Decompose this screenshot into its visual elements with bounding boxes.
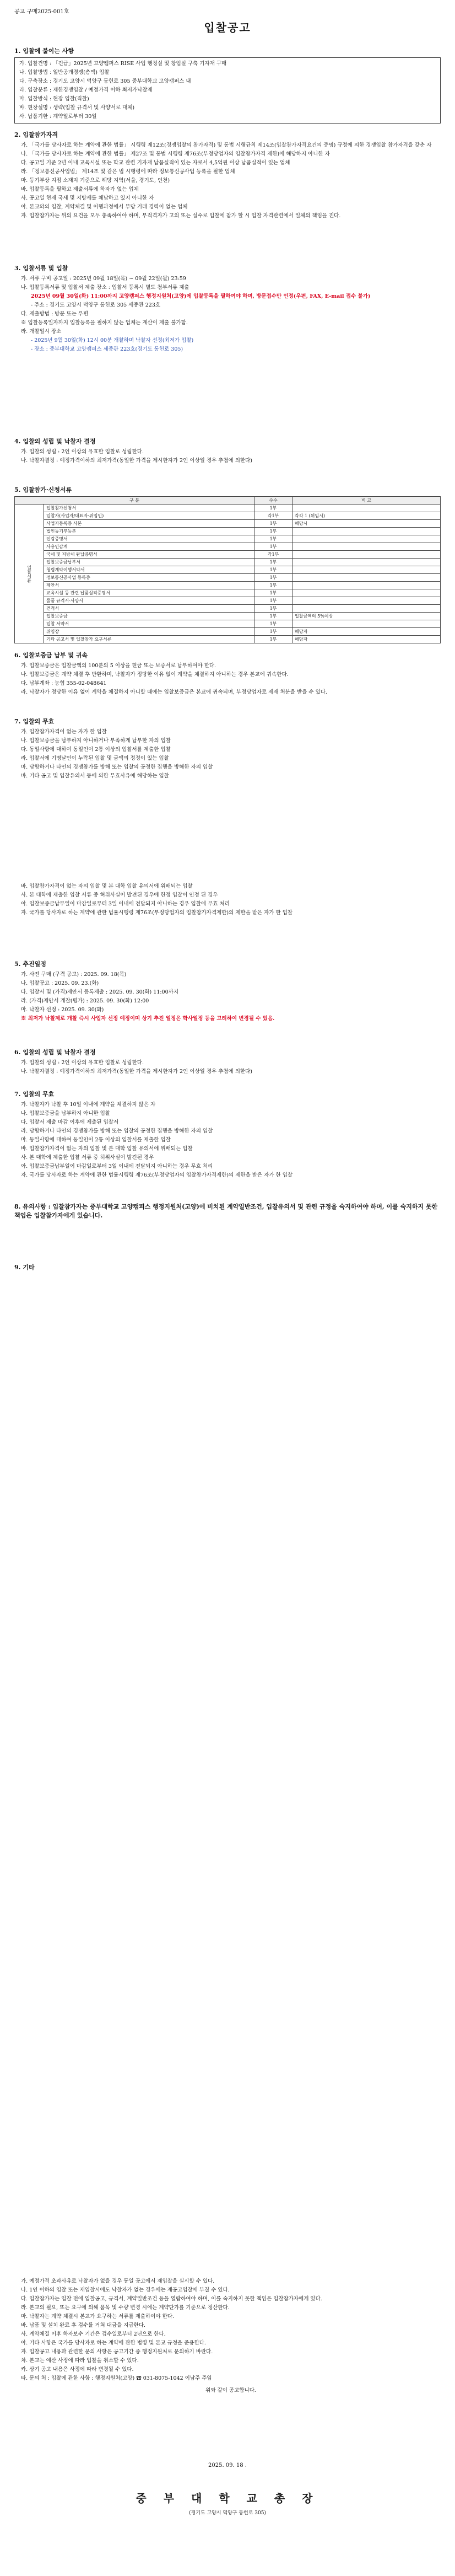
table-row: [15, 613, 441, 620]
table-cell-count: 1부: [254, 543, 292, 551]
section-heading: 7. 입찰의 무효: [14, 718, 55, 725]
highlight-line: ※ 최저가 낙찰제로 개찰 즉시 사업자 선정 예정이며 상기 추진 일정은 학사일정 등을 고려하여 변경될 수 있음.: [21, 1016, 275, 1022]
text-line: 라. 입찰분류 : 제한경쟁입찰 / 예정가격 이하 최저가낙찰제: [19, 87, 153, 93]
table-cell-item: 사용인감계: [44, 543, 254, 551]
text-line: 나. 입찰공고 : 2025. 09. 23.(화): [21, 980, 99, 986]
table-cell-note: 입찰금액의 5%이상: [292, 613, 441, 620]
section-1: [14, 46, 441, 124]
text-line: 나. 입찰보증금은 계약 체결 후 반환하며, 낙찰자가 정당한 이유 없이 계약을 체결하지 아니하는 경우 본교에 귀속한다.: [21, 672, 289, 678]
section-2: [14, 130, 441, 221]
table-cell-item: 입찰보증금: [44, 613, 254, 620]
text-line: 나. 입찰방법 : 일반공개경쟁(총액) 입찰: [19, 69, 110, 76]
section-heading: 7. 입찰의 무효: [14, 1091, 55, 1098]
table-row: [15, 636, 441, 643]
section-heading: 5. 추진일정: [14, 960, 46, 968]
table-row: [15, 520, 441, 528]
table-row: [15, 582, 441, 589]
issuer-address: (경기도 고양시 덕양구 동헌로 305): [189, 2510, 266, 2516]
text-line: 가. 입찰의 성립 : 2인 이상의 유효한 입찰로 성립한다.: [21, 449, 144, 455]
section-8: [14, 1202, 441, 1222]
table-cell-item: 제안서: [44, 582, 254, 589]
table-row: [15, 535, 441, 543]
document-table: [14, 496, 441, 643]
section-heading: 3. 입찰서류 및 입찰: [14, 265, 68, 272]
text-line: 마. 등기부상 지점 소재지 기준으로 해당 지역(서울, 경기도, 인천): [21, 178, 170, 184]
table-cell-count: 1부: [254, 589, 292, 597]
text-line: 사. 본 대학에 제출한 입찰 서류 중 허위사실이 발견된 경우: [21, 1155, 154, 1161]
section-invalid: [14, 1090, 441, 1180]
table-cell-note: [292, 551, 441, 559]
table-cell-note: [292, 559, 441, 566]
text-line: 가. 낙찰자가 낙찰 후 10일 이내에 계약을 체결하지 않은 자: [21, 1102, 156, 1108]
table-cell-count: 1부: [254, 559, 292, 566]
table-row: [15, 597, 441, 605]
section-heading: 2. 입찰참가자격: [14, 131, 58, 138]
section-heading: 9. 기타: [14, 1264, 35, 1271]
table-header: 수수: [254, 497, 292, 505]
text-line: 다. 제출방법 : 방문 또는 우편: [21, 311, 89, 317]
text-line: 나. 1인 이하의 입찰 또는 재입찰시에도 낙찰자가 없는 경우에는 재공고입찰에 부칠 수 있다.: [21, 2287, 230, 2293]
table-cell-item: 사업자등록증 사본: [44, 520, 254, 528]
table-cell-item: 입찰자(사업자/대표자·위임인): [44, 512, 254, 520]
table-cell-count: 1부: [254, 566, 292, 574]
note-line: ※ 입찰등록일자까지 입찰등록을 필하지 않는 업체는 계산이 제출 불가함.: [21, 320, 188, 326]
text-line: 나. 입찰보증금을 납부하지 아니하거나 부족하게 납부한 자의 입찰: [21, 738, 171, 744]
section-6: [14, 651, 441, 697]
table-cell-note: [292, 566, 441, 574]
table-cell-note: 해당자: [292, 636, 441, 643]
text-line: 바. 현장설명 : 생략(입찰 규격서 및 사양서로 대체): [19, 105, 135, 111]
section-heading: 1. 입찰에 붙이는 사항: [14, 47, 74, 55]
text-line: 바. 입찰참가자격이 없는 자의 입찰 및 본 대학 입찰 유의서에 위배되는 입찰: [21, 883, 193, 889]
table-cell-item: 정보통신공사업 등록증: [44, 574, 254, 582]
table-cell-count: 1부: [254, 505, 292, 512]
text-line: 라. 「정보통신공사업법」 제14조 및 같은 법 시행령에 따라 정보통신공사업 등록을 필한 업체: [21, 169, 235, 175]
blue-line: - 장소 : 중부대학교 고양캠퍼스 세종관 223호(경기도 동헌로 305): [31, 346, 183, 352]
table-cell-count: 각1부: [254, 551, 292, 559]
text-line: 자. 입찰공고 내용과 관련한 문의 사항은 공고기간 중 행정지원처로 문의하기 바란다.: [21, 2349, 213, 2355]
table-row: [15, 589, 441, 597]
table-cell-note: 각각 1 (위임시): [292, 512, 441, 520]
text-line: 자. 국가를 당사자로 하는 계약에 관한 법률시행령 제76조(부정당업자의 입찰참가자격제한)의 제한을 받은 자가 한 입찰: [21, 1172, 293, 1178]
table-row: [15, 620, 441, 628]
text-line: 바. 납품 및 설치 완료 후 검수를 거쳐 대금을 지급한다.: [21, 2322, 145, 2328]
table-row: [15, 512, 441, 520]
text-line: 가. 사전 구매 (구격 공고) : 2025. 09. 18(목): [21, 972, 127, 978]
text-line: 마. 동일사항에 대하여 동일인이 2통 이상의 입찰서를 제출한 입찰: [21, 1137, 171, 1143]
text-line: 라. (가격)제안서 개찰(평가) : 2025. 09. 30(화) 12:00: [21, 998, 149, 1004]
section-heading: 6. 입찰의 성립 및 낙찰자 결정: [14, 1049, 96, 1056]
text-line: 사. 공고일 현재 국세 및 지방세를 체납하고 있지 아니한 자: [21, 195, 154, 201]
text-line: 다. 입찰서 제출 마감 이후에 제출된 입찰서: [21, 1119, 119, 1125]
table-cell-count: 1부: [254, 582, 292, 589]
section-5: [14, 485, 441, 643]
text-line: 자. 입찰참가자는 위의 요건을 모두 충족하여야 하며, 부적격자가 고의 또는 실수로 입찰에 참가 할 시 입찰 자격관련에서 일체의 책임을 진다.: [21, 213, 341, 219]
text-line: 라. 입찰서에 기명날인이 누락된 입찰 및 금액의 정정이 있는 입찰: [21, 755, 169, 761]
section-7: [14, 717, 441, 781]
text-line: 가. 입찰참가자격이 없는 자가 한 입찰: [21, 729, 107, 735]
section-award: [14, 1048, 441, 1076]
table-cell-note: [292, 574, 441, 582]
text-line: 라. 개찰일시 장소: [21, 329, 62, 335]
table-cell-item: 법인등기부등본: [44, 528, 254, 535]
table-cell-item: 입찰 서약서: [44, 620, 254, 628]
announcement-date: 2025. 09. 18 .: [208, 2462, 247, 2468]
closing-statement: 위와 같이 공고합니다.: [205, 2387, 256, 2393]
text-line: 다. 납부계좌 : 농협 355-02-048641: [21, 680, 107, 686]
text-line: 다. 입찰참가자는 입찰 전에 입찰공고, 규격서, 계약일반조건 등을 열람하여야 하며, 이를 숙지하지 못한 책임은 입찰참가자에게 있다.: [21, 2296, 322, 2302]
text-line: 다. 입찰서 및 (가격)제안서 등록제출 : 2025. 09. 30(화) 11:00까지: [21, 989, 179, 995]
table-cell-count: 1부: [254, 620, 292, 628]
table-cell-note: 해당자: [292, 628, 441, 636]
text-line: 다. 동일사항에 대하여 동일인이 2통 이상의 입찰서를 제출한 입찰: [21, 747, 171, 753]
table-cell-note: [292, 528, 441, 535]
text-line: 마. 담합하거나 타인의 경쟁참가를 방해 또는 입찰의 공정한 집행을 방해한 자의 입찰: [21, 764, 213, 770]
table-cell-count: 1부: [254, 628, 292, 636]
table-row: [15, 559, 441, 566]
table-cell-item: 청렴계약이행서약서: [44, 566, 254, 574]
table-cell-count: 1부: [254, 605, 292, 613]
text-line: 사. 계약체결 이후 하자보수 기간은 검수일로부터 2년으로 한다.: [21, 2331, 166, 2337]
table-cell-item: 위임장: [44, 628, 254, 636]
table-cell-item: 인감증명서: [44, 535, 254, 543]
section-heading: 8. 유의사항 : 입찰참가자는 중부대학교 고양캠퍼스 행정지원처(고양)에 비치된 계약일반조건, 입찰유의서 및 관련 규정을 숙지하여야 하며, 이를 숙지하지 못한 책임은 입찰참가자에게 있습니다.: [14, 1203, 438, 1219]
table-header: 비 고: [292, 497, 441, 505]
text-line: 가. 서류 구비 공고일 : 2025년 09월 18일(목) ~ 09월 22일(월) 23:59: [21, 276, 186, 282]
section-3: [14, 264, 441, 354]
table-cell-item: 국세 및 지방세 완납증명서: [44, 551, 254, 559]
document-number: 공고 구매2025-001호: [14, 9, 69, 15]
section-4: [14, 437, 441, 465]
text-line: 바. 입찰참가자격이 없는 자의 입찰 및 본 대학 입찰 유의서에 위배되는 입찰: [21, 1146, 193, 1152]
text-line: 아. 입찰보증금납부일이 마감일로부터 3일 이내에 전달되지 아니하는 경우 무효 처리: [21, 1163, 213, 1169]
highlight-line: 2025년 09월 30일(화) 11:00까지 고양캠퍼스 행정지원처(고양)에 입찰등록을 필하여야 하며, 방문접수만 인정(우편, FAX, E-mail 접수 불가): [31, 293, 371, 299]
text-line: 가. 입찰보증금은 입찰금액의 100분의 5 이상을 현금 또는 보증서로 납부하여야 한다.: [21, 663, 216, 669]
text-line: - 주소 : 경기도 고양시 덕양구 동헌로 305 세종관 223호: [31, 302, 161, 308]
text-line: 다. 구축장소 : 경기도 고양시 덕양구 동헌로 305 중부대학교 고양캠퍼스 내: [19, 78, 191, 84]
table-row: [15, 505, 441, 512]
table-cell-item: 교육시설 등 관련 납품실적증명서: [44, 589, 254, 597]
bid-items-box: [14, 57, 441, 124]
table-cell-count: 1부: [254, 613, 292, 620]
table-row: [15, 574, 441, 582]
table-cell-note: [292, 582, 441, 589]
table-cell-item: 기타 공고서 및 입찰참가 요구서류: [44, 636, 254, 643]
table-cell-note: [292, 597, 441, 605]
table-cell-note: 해당시: [292, 520, 441, 528]
table-cell-item: 입찰보증금납부서: [44, 559, 254, 566]
table-cell-item: 물품 규격서·사양서: [44, 597, 254, 605]
blue-line: - 2025년 9월 30일(화) 12시 00분 개찰하며 낙찰자 선정(최저가 입찰): [31, 337, 194, 344]
table-cell-count: 1부: [254, 520, 292, 528]
table-cell-note: [292, 620, 441, 628]
text-line: 사. 본 대학에 제출한 입찰 서류 중 허위사실이 발견된 경우에 한정 입찰이 인정 된 경우: [21, 892, 218, 898]
table-row: [15, 551, 441, 559]
text-line: 카. 상기 공고 내용은 사정에 따라 변경될 수 있다.: [21, 2366, 134, 2373]
text-line: 자. 국가를 당사자로 하는 계약에 관한 법률시행령 제76조(부정당업자의 입찰참가자격제한)의 제한을 받은 자가 한 입찰: [21, 910, 293, 916]
text-line: 가. 입찰의 성립 : 2인 이상의 유효한 입찰로 성립한다.: [21, 1060, 144, 1066]
text-line: 라. 담합하거나 타인의 경쟁참가를 방해 또는 입찰의 공정한 집행을 방해한 자의 입찰: [21, 1128, 213, 1134]
text-line: 나. 낙찰자결정 : 예정가격이하의 최저가격(동일한 가격을 제시한자가 2인 이상일 경우 추첨에 의한다): [21, 458, 252, 464]
section-7-continued: [14, 882, 441, 917]
table-cell-note: [292, 605, 441, 613]
table-cell-note: [292, 543, 441, 551]
text-line: 가. 입찰건명 : 「긴급」2025년 고양캠퍼스 RISE 사업 행정실 및 창업실 구축 기자재 구매: [19, 61, 227, 67]
section-heading: 6. 입찰보증금 납부 및 귀속: [14, 652, 88, 659]
text-line: 사. 납품기한 : 계약일로부터 30일: [19, 114, 97, 120]
text-line: 마. 낙찰자 선정 : 2025. 09. 30(화): [21, 1007, 104, 1013]
text-line: 마. 입찰방식 : 현장 입찰(직찰): [19, 96, 89, 102]
table-row: [15, 628, 441, 636]
text-line: 바. 입찰등록을 필하고 제출서류에 하자가 없는 업체: [21, 186, 139, 192]
section-9-body: [14, 2277, 441, 2395]
contact-line: 타. 문의 처 : 입찰에 관한 사항 : 행정지원처(고양) ☎ 031-8075-1042 이남주 주임: [21, 2375, 212, 2381]
text-line: 아. 기타 사항은 국가를 당사자로 하는 계약에 관한 법령 및 본교 규정을 준용한다.: [21, 2340, 206, 2346]
table-group-label: 입찰서류: [15, 505, 44, 643]
text-line: 다. 공고일 기준 2년 이내 교육시설 또는 학교 관련 기자재 납품실적이 있는 자로서 4,5억원 이상 납품실적이 있는 업체: [21, 160, 290, 166]
table-cell-note: [292, 535, 441, 543]
section-heading: 4. 입찰의 성립 및 낙찰자 결정: [14, 438, 96, 445]
text-line: 아. 입찰보증금납부일이 마감일로부터 3일 이내에 전달되지 아니하는 경우 입찰에 무효 처리: [21, 901, 230, 907]
issuer-name: 중 부 대 학 교 총 장: [136, 2492, 319, 2505]
text-line: 나. 입찰보증금을 납부하지 아니한 입찰: [21, 1110, 110, 1117]
table-cell-item: 견적서: [44, 605, 254, 613]
table-row: [15, 528, 441, 535]
text-line: 가. 예정가격 초과사유로 낙찰자가 없을 경우 동일 공고에서 재입찰을 실시할 수 있다.: [21, 2278, 215, 2284]
table-cell-note: [292, 505, 441, 512]
table-cell-count: 1부: [254, 528, 292, 535]
text-line: 가. 「국가를 당사자로 하는 계약에 관한 법률」 시행령 제12조(경쟁입찰의 참가자격) 및 동법 시행규칙 제14조(입찰참가자격요건의 증명) 규정에 의한 경쟁입찰 참가자격을 갖춘 자: [21, 142, 432, 148]
table-row: [15, 605, 441, 613]
table-cell-count: 각1부: [254, 512, 292, 520]
text-line: 마. 낙찰자는 계약 체결시 본교가 요구하는 서류를 제출하여야 한다.: [21, 2314, 174, 2320]
table-header: 구 분: [15, 497, 254, 505]
text-line: 바. 기타 공고 및 입찰유의서 등에 의한 무효사유에 해당하는 입찰: [21, 773, 169, 779]
table-cell-count: 1부: [254, 574, 292, 582]
text-line: 라. 낙찰자가 정당한 이유 없이 계약을 체결하지 아니할 때에는 입찰보증금은 본교에 귀속되며, 부정당업자로 제재 처분을 받을 수 있다.: [21, 689, 327, 695]
table-row: [15, 566, 441, 574]
text-line: 라. 본교의 필요, 또는 요구에 의해 품목 및 수량 변경 시에는 계약단가를 기준으로 정산한다.: [21, 2305, 230, 2311]
section-9: [14, 1263, 441, 1274]
table-cell-count: 1부: [254, 636, 292, 643]
text-line: 나. 입찰등록서류 및 입찰서 제출 장소 : 입찰서 등록시 별도 첨부서류 제출: [21, 285, 189, 291]
section-schedule: [14, 959, 441, 1023]
text-line: 나. 「국가를 당사자로 하는 계약에 관한 법률」 제27조 및 동법 시행령 제76조(부정당업자의 입찰참가자격 제한)에 해당하지 아니한 자: [21, 151, 330, 157]
text-line: 차. 본교는 예산 사정에 따라 입찰을 취소할 수 있다.: [21, 2358, 139, 2364]
text-line: 아. 본교와의 입찰, 계약체결 및 이행과정에서 부당 거래 경력이 없는 업체: [21, 204, 188, 210]
document-title: 입찰공고: [204, 21, 251, 34]
table-row: [15, 543, 441, 551]
text-line: 나. 낙찰자결정 : 예정가격이하의 최저가격(동일한 가격을 제시한자가 2인 이상일 경우 추첨에 의한다): [21, 1069, 252, 1075]
table-cell-count: 1부: [254, 535, 292, 543]
section-heading: 5. 입찰참가·신청서류: [14, 486, 72, 493]
table-cell-note: [292, 589, 441, 597]
table-cell-item: 입찰참가신청서: [44, 505, 254, 512]
table-cell-count: 1부: [254, 597, 292, 605]
